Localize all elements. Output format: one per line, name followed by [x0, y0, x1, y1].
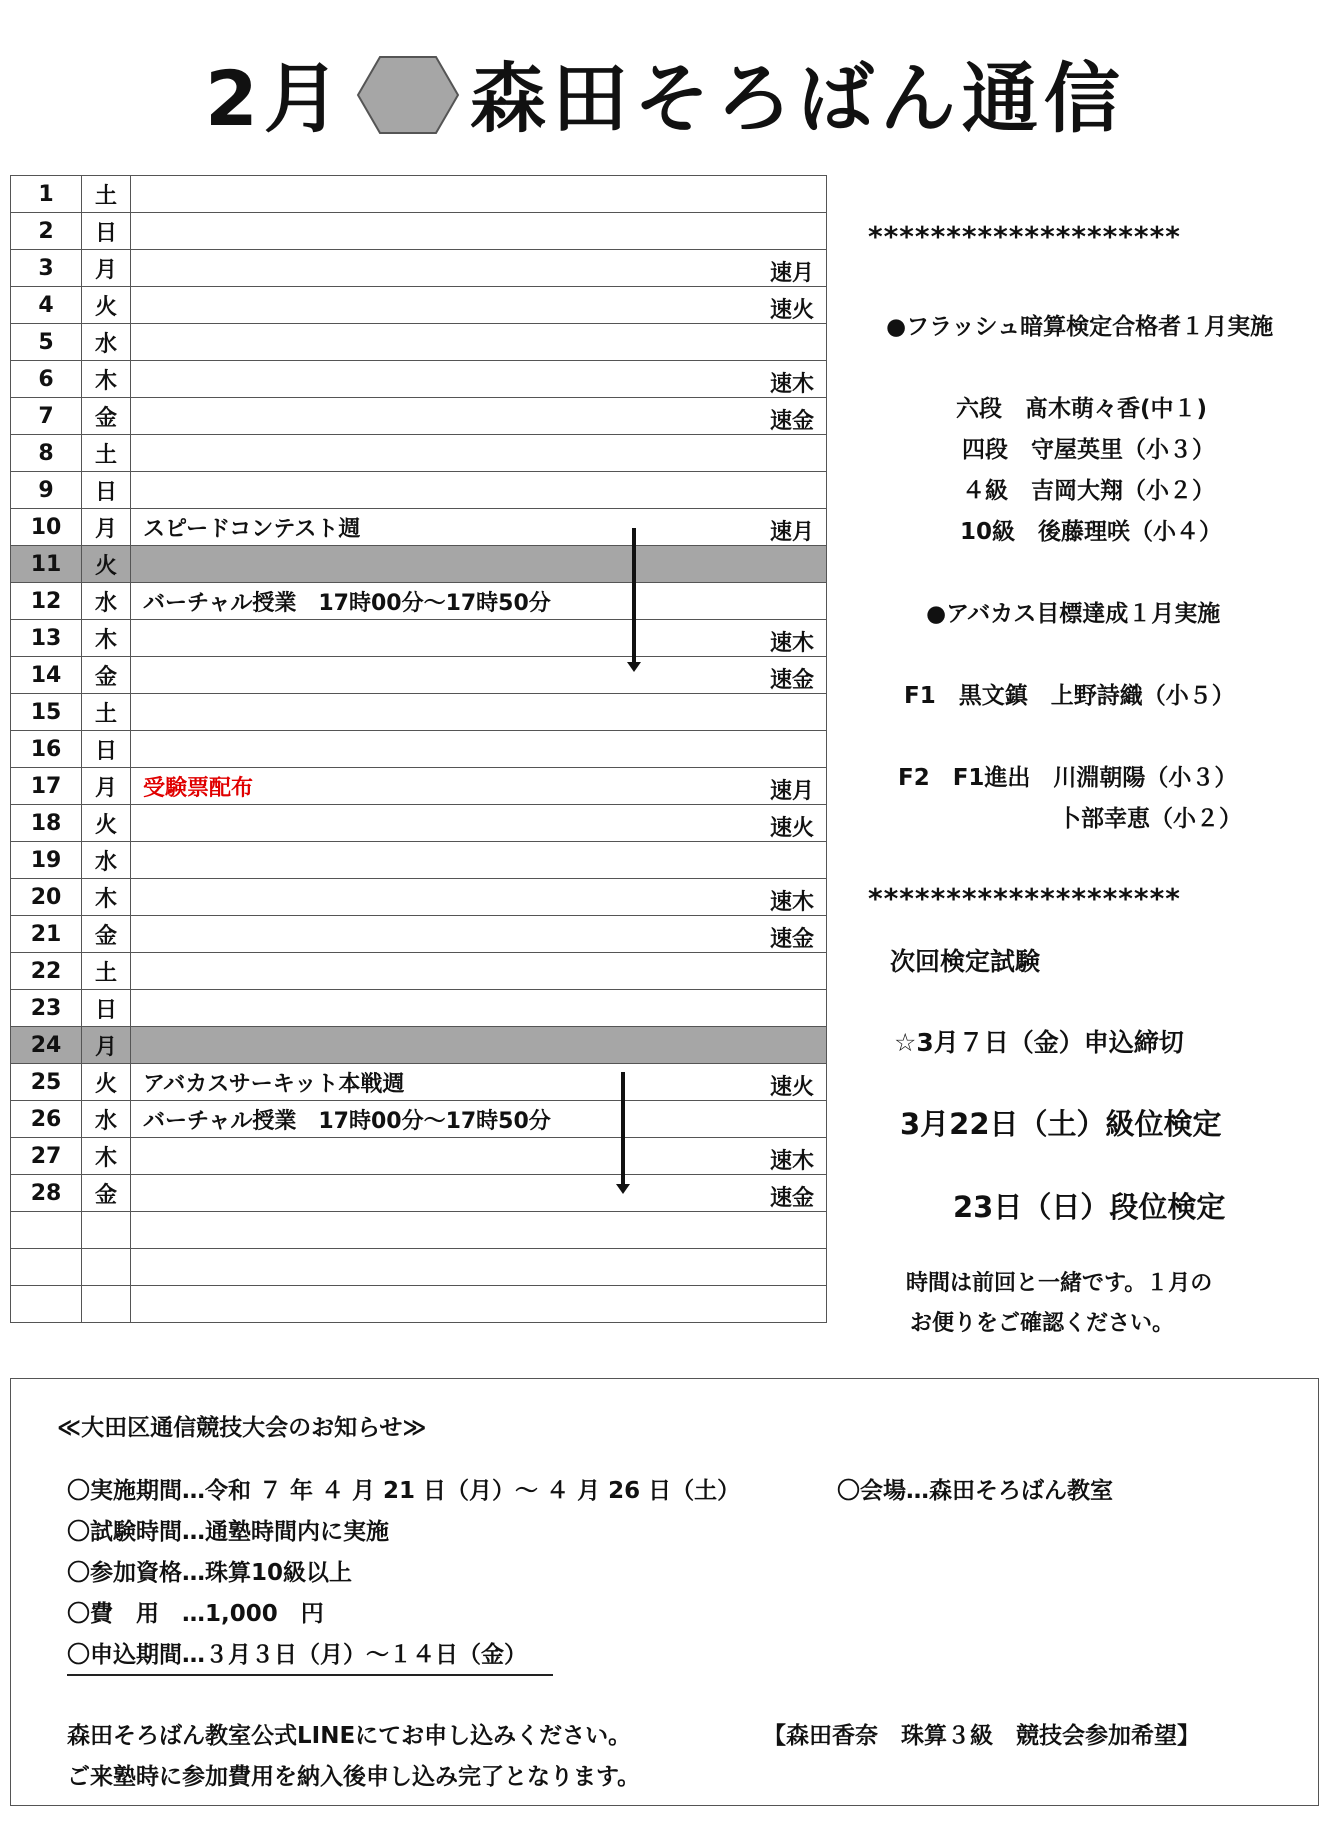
calendar-row: [11, 620, 827, 657]
flash-result: 六段 髙木萌々香(中１): [956, 396, 1208, 422]
speed-note: 速木: [769, 631, 814, 656]
day-cell: 11: [11, 546, 82, 583]
calendar-row: [11, 583, 827, 620]
event-cell: [131, 435, 827, 472]
day-cell: [11, 1249, 82, 1286]
day-cell: 16: [11, 731, 82, 768]
day-cell: 23: [11, 990, 82, 1027]
title-text: 森田そろばん通信: [469, 54, 1126, 143]
day-cell: 2: [11, 213, 82, 250]
stars-divider: ********************: [868, 882, 1181, 915]
calendar-row: [11, 361, 827, 398]
weekday-cell: 木: [82, 879, 131, 916]
calendar-row: [11, 176, 827, 213]
weekday-cell: [82, 1249, 131, 1286]
event-cell: [131, 1175, 827, 1212]
hexagon-icon: [356, 55, 460, 153]
speed-note: 速木: [769, 890, 814, 915]
abacus-heading: ●アバカス目標達成１月実施: [926, 601, 1221, 627]
event-cell: [131, 768, 827, 805]
next-exam-heading: 次回検定試験: [890, 947, 1041, 976]
event-cell: [131, 472, 827, 509]
event-cell: [131, 1249, 827, 1286]
calendar-row: [11, 472, 827, 509]
weekday-cell: 金: [82, 398, 131, 435]
calendar-row: [11, 916, 827, 953]
weekday-cell: 木: [82, 1138, 131, 1175]
day-cell: [11, 1286, 82, 1323]
calendar-row: [11, 805, 827, 842]
weekday-cell: 火: [82, 546, 131, 583]
event-cell: [131, 213, 827, 250]
dan-exam: 23日（日）段位検定: [953, 1190, 1226, 1224]
event-text: バーチャル授業 17時00分～17時50分: [143, 1108, 551, 1134]
event-cell: [131, 990, 827, 1027]
event-cell: [131, 1138, 827, 1175]
calendar-row: [11, 768, 827, 805]
speed-note: 速木: [769, 372, 814, 397]
notice-qualification: 〇参加資格…珠算10級以上: [67, 1560, 353, 1586]
weekday-cell: 月: [82, 250, 131, 287]
calendar-row: [11, 1027, 827, 1064]
calendar-table: [10, 175, 827, 1323]
flash-result: ４級 吉岡大翔（小２）: [962, 478, 1215, 504]
weekday-cell: 火: [82, 805, 131, 842]
day-cell: 5: [11, 324, 82, 361]
calendar-row: [11, 435, 827, 472]
exam-note: お便りをご確認ください。: [910, 1311, 1175, 1336]
notice-period: 〇実施期間…令和 ７ 年 ４ 月 21 日（月）～ ４ 月 26 日（土）: [67, 1478, 741, 1504]
calendar-row: [11, 990, 827, 1027]
day-cell: 13: [11, 620, 82, 657]
weekday-cell: 土: [82, 176, 131, 213]
speed-note: 速金: [769, 668, 814, 693]
day-cell: 9: [11, 472, 82, 509]
flash-result: 10級 後藤理咲（小４）: [960, 519, 1223, 545]
event-cell: [131, 176, 827, 213]
weekday-cell: 水: [82, 1101, 131, 1138]
event-cell: [131, 287, 827, 324]
speed-note: 速金: [769, 1186, 814, 1211]
flash-result: 四段 守屋英里（小３）: [962, 437, 1215, 463]
arrow-icon: [621, 1072, 625, 1186]
weekday-cell: 土: [82, 435, 131, 472]
calendar-row: [11, 250, 827, 287]
notice-venue: 〇会場…森田そろばん教室: [837, 1478, 1113, 1504]
event-cell: [131, 916, 827, 953]
day-cell: [11, 1212, 82, 1249]
calendar-row: [11, 1101, 827, 1138]
exam-note: 時間は前回と一緒です。１月の: [906, 1271, 1213, 1296]
notice-fee: 〇費 用 …1,000 円: [67, 1601, 324, 1627]
day-cell: 17: [11, 768, 82, 805]
calendar-row: [11, 1138, 827, 1175]
day-cell: 18: [11, 805, 82, 842]
day-cell: 4: [11, 287, 82, 324]
calendar-row: [11, 324, 827, 361]
event-cell: [131, 842, 827, 879]
weekday-cell: 金: [82, 1175, 131, 1212]
notice-example: 【森田香奈 珠算３級 競技会参加希望】: [763, 1723, 1200, 1749]
speed-note: 速金: [769, 409, 814, 434]
event-cell: [131, 657, 827, 694]
notice-apply-period: [67, 1636, 553, 1669]
weekday-cell: 月: [82, 768, 131, 805]
weekday-cell: 日: [82, 472, 131, 509]
weekday-cell: [82, 1286, 131, 1323]
weekday-cell: 水: [82, 324, 131, 361]
day-cell: 14: [11, 657, 82, 694]
apply-period-underlined: 〇申込期間…３月３日（月）～１４日（金）: [67, 1642, 553, 1676]
stars-divider: ********************: [868, 220, 1181, 253]
calendar-row: [11, 1286, 827, 1323]
event-cell: [131, 1064, 827, 1101]
day-cell: 1: [11, 176, 82, 213]
event-cell: [131, 1212, 827, 1249]
calendar-row: [11, 1175, 827, 1212]
event-cell: [131, 250, 827, 287]
speed-note: 速火: [769, 1075, 814, 1100]
title-month: 2月: [205, 54, 346, 143]
weekday-cell: 木: [82, 361, 131, 398]
kyu-exam: 3月22日（土）級位検定: [900, 1107, 1222, 1141]
calendar-row: [11, 213, 827, 250]
calendar-row: [11, 398, 827, 435]
page-title: [0, 38, 1331, 153]
event-text: スピードコンテスト週: [143, 516, 361, 542]
day-cell: 12: [11, 583, 82, 620]
calendar-row: [11, 1212, 827, 1249]
notice-box: [10, 1378, 1319, 1806]
calendar-row: [11, 694, 827, 731]
calendar-row: [11, 731, 827, 768]
deadline: ☆3月７日（金）申込締切: [894, 1028, 1184, 1057]
calendar-row: [11, 287, 827, 324]
speed-note: 速木: [769, 1149, 814, 1174]
calendar-row: [11, 1249, 827, 1286]
speed-note: 速金: [769, 927, 814, 952]
weekday-cell: 木: [82, 620, 131, 657]
day-cell: 24: [11, 1027, 82, 1064]
event-text: アバカスサーキット本戦週: [143, 1071, 405, 1097]
weekday-cell: 火: [82, 287, 131, 324]
event-cell: [131, 509, 827, 546]
event-cell: [131, 398, 827, 435]
arrow-icon: [632, 528, 636, 664]
day-cell: 19: [11, 842, 82, 879]
day-cell: 15: [11, 694, 82, 731]
weekday-cell: 日: [82, 731, 131, 768]
day-cell: 27: [11, 1138, 82, 1175]
abacus-result: F2 F1進出 川淵朝陽（小３）: [898, 765, 1238, 791]
calendar-row: [11, 657, 827, 694]
calendar-row: [11, 842, 827, 879]
weekday-cell: 土: [82, 694, 131, 731]
day-cell: 22: [11, 953, 82, 990]
day-cell: 8: [11, 435, 82, 472]
weekday-cell: 火: [82, 1064, 131, 1101]
day-cell: 7: [11, 398, 82, 435]
weekday-cell: 日: [82, 990, 131, 1027]
calendar-row: [11, 953, 827, 990]
event-cell: [131, 805, 827, 842]
abacus-result: F1 黒文鎮 上野詩織（小５）: [904, 683, 1235, 709]
weekday-cell: 月: [82, 509, 131, 546]
event-cell: [131, 1286, 827, 1323]
event-cell: [131, 324, 827, 361]
flash-heading: ●フラッシュ暗算検定合格者１月実施: [886, 314, 1274, 340]
calendar-row: [11, 1064, 827, 1101]
event-cell: [131, 694, 827, 731]
weekday-cell: 日: [82, 213, 131, 250]
notice-time: 〇試験時間…通塾時間内に実施: [67, 1519, 389, 1545]
day-cell: 21: [11, 916, 82, 953]
event-cell: [131, 731, 827, 768]
event-cell: [131, 620, 827, 657]
day-cell: 10: [11, 509, 82, 546]
weekday-cell: 月: [82, 1027, 131, 1064]
day-cell: 26: [11, 1101, 82, 1138]
abacus-result: 卜部幸恵（小２）: [1058, 806, 1242, 832]
event-cell: [131, 879, 827, 916]
weekday-cell: [82, 1212, 131, 1249]
event-cell: [131, 583, 827, 620]
day-cell: 25: [11, 1064, 82, 1101]
notice-line: ご来塾時に参加費用を納入後申し込み完了となります。: [67, 1764, 641, 1790]
day-cell: 6: [11, 361, 82, 398]
weekday-cell: 金: [82, 657, 131, 694]
day-cell: 28: [11, 1175, 82, 1212]
notice-line: 森田そろばん教室公式LINEにてお申し込みください。: [67, 1723, 632, 1749]
event-text: 受験票配布: [143, 775, 254, 801]
weekday-cell: 水: [82, 842, 131, 879]
speed-note: 速月: [769, 261, 814, 286]
event-cell: [131, 1027, 827, 1064]
event-text: バーチャル授業 17時00分～17時50分: [143, 590, 551, 616]
event-cell: [131, 361, 827, 398]
day-cell: 3: [11, 250, 82, 287]
event-cell: [131, 546, 827, 583]
weekday-cell: 水: [82, 583, 131, 620]
speed-note: 速月: [769, 520, 814, 545]
calendar-row: [11, 546, 827, 583]
event-cell: [131, 953, 827, 990]
day-cell: 20: [11, 879, 82, 916]
event-cell: [131, 1101, 827, 1138]
speed-note: 速月: [769, 779, 814, 804]
notice-title: ≪大田区通信競技大会のお知らせ≫: [57, 1415, 427, 1441]
speed-note: 速火: [769, 298, 814, 323]
weekday-cell: 金: [82, 916, 131, 953]
calendar-row: [11, 879, 827, 916]
weekday-cell: 土: [82, 953, 131, 990]
speed-note: 速火: [769, 816, 814, 841]
calendar-row: [11, 509, 827, 546]
